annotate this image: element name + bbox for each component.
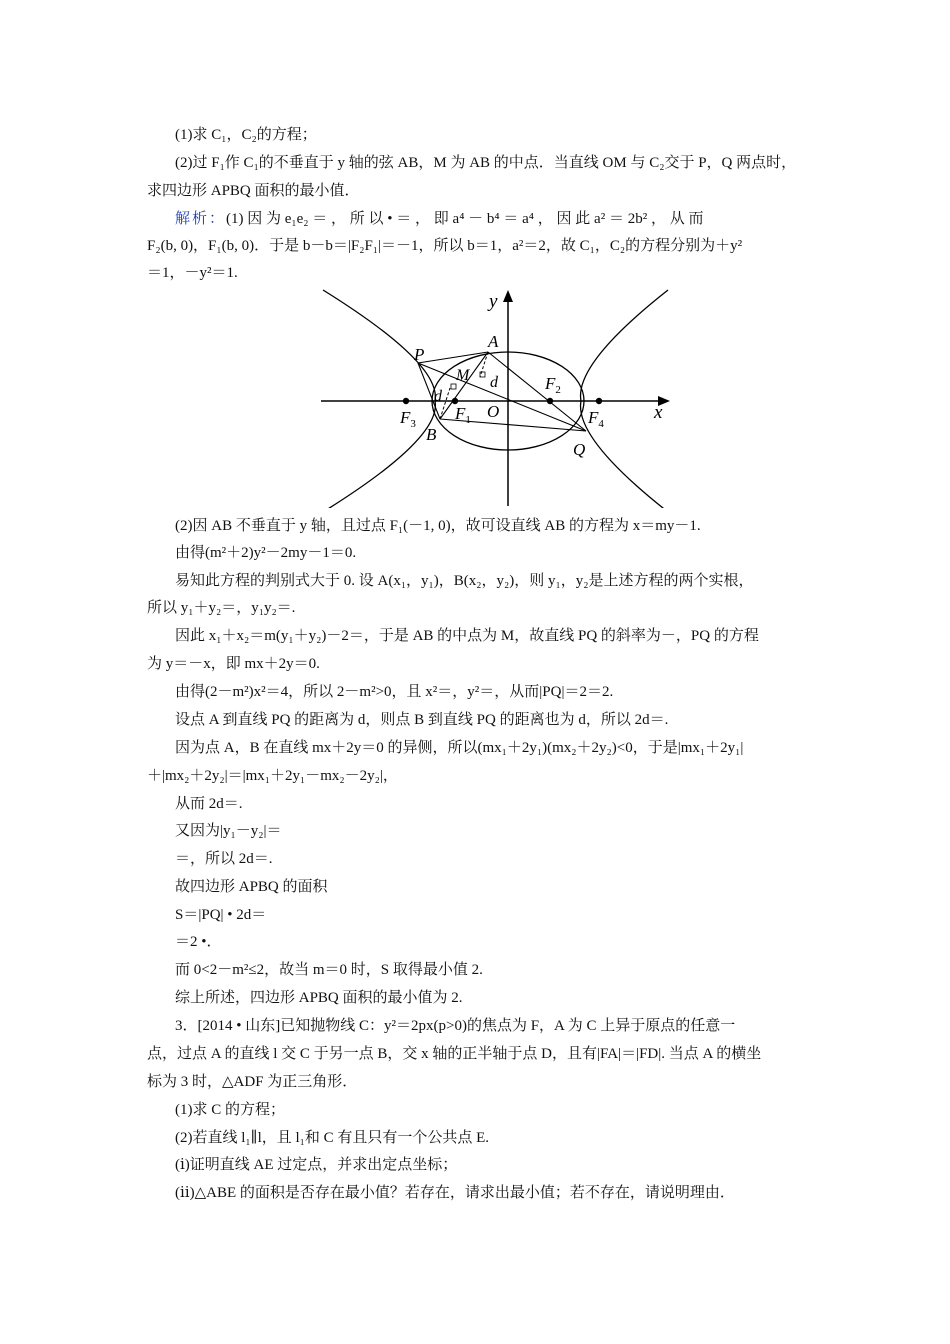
focus-f4-label: $F_4$ xyxy=(588,408,604,430)
distance-line-a xyxy=(480,352,488,377)
text-line: 求四边形 APBQ 面积的最小值． xyxy=(147,183,360,199)
text-line: ＝，所以 2d＝. xyxy=(175,851,273,867)
text-line: ＝1，－y²＝1. xyxy=(147,265,238,281)
text-line: F₂(b, 0)，F₁(b, 0)．于是 b－b＝|F₂F₁|＝－1，所以 b＝1，a²＝2，故 C₁，C₂的方程分别为＋y² xyxy=(147,238,743,254)
text-line: 易知此方程的判别式大于 0. 设 A(x₁，y₁)，B(x₂，y₂)，则 y₁，y₂是上述方程的两个实根， xyxy=(175,573,754,589)
text-line: (2)因 AB 不垂直于 y 轴，且过点 F₁(－1, 0)，故可设直线 AB 的方程为 x＝my－1. xyxy=(175,518,701,534)
problem-line: (1)求 C 的方程； xyxy=(175,1102,285,1118)
focus-f3-label: $F_3$ xyxy=(400,408,416,430)
text-line: 故四边形 APBQ 的面积 xyxy=(175,879,328,895)
focus-f1-label: $F_1$ xyxy=(455,404,471,426)
distance-d-lower-label: d xyxy=(434,388,442,405)
solution-text: (1) 因 为 e₁e₂ ＝ ， 所 以 • ＝ ， 即 a⁴ － b⁴ ＝ a⁴ ， 因 此 a² ＝ 2b² ， 从 而 xyxy=(226,211,704,227)
text-line: ＋|mx₂＋2y₂|＝|mx₁＋2y₁－mx₂－2y₂|， xyxy=(147,768,398,784)
point-a-label: A xyxy=(488,332,499,351)
x-axis-label: x xyxy=(654,402,663,423)
origin-o-label: O xyxy=(487,402,500,421)
point-p-label: P xyxy=(414,345,425,364)
problem-line: 标为 3 时，△ADF 为正三角形． xyxy=(147,1074,358,1090)
segment-pa xyxy=(418,352,488,363)
problem-line: 点，过点 A 的直线 l 交 C 于另一点 B，交 x 轴的正半轴于点 D，且有|FA|＝|FD|. 当点 A 的横坐 xyxy=(147,1046,762,1062)
text-line: ＝2 •． xyxy=(175,934,222,950)
diagonal-pq xyxy=(418,363,586,431)
text-line: 从而 2d＝. xyxy=(175,796,243,812)
text-line: 又因为|y₁－y₂|＝ xyxy=(175,823,282,839)
right-angle-mark-lower xyxy=(451,384,456,389)
text-line: 因此 x₁＋x₂＝m(y₁＋y₂)－2＝，于是 AB 的中点为 M，故直线 PQ 的斜率为－，PQ 的方程 xyxy=(175,628,759,644)
problem-line: (ⅰ)证明直线 AE 过定点，并求出定点坐标； xyxy=(175,1157,458,1173)
focus-f2-point xyxy=(547,398,553,404)
text-line: 而 0<2－m²≤2，故当 m＝0 时，S 取得最小值 2. xyxy=(175,962,483,978)
ellipse-hyperbola-figure xyxy=(318,288,672,508)
text-line: 因为点 A，B 在直线 mx＋2y＝0 的异侧，所以(mx₁＋2y₁)(mx₂＋2y₂)<0，于是|mx₁＋2y₁| xyxy=(175,740,744,756)
solution-line xyxy=(175,208,815,230)
hyperbola-right-branch xyxy=(581,290,668,508)
point-b-label: B xyxy=(426,425,437,444)
text-line: 由得(m²＋2)y²－2my－1＝0. xyxy=(175,545,357,561)
text-line: (2)过 F₁作 C₁的不垂直于 y 轴的弦 AB，M 为 AB 的中点．当直线 OM 与 C₂交于 P，Q 两点时， xyxy=(175,155,797,171)
segment-aq xyxy=(488,352,586,431)
text-line: 综上所述，四边形 APBQ 面积的最小值为 2. xyxy=(175,990,463,1006)
text-line: 为 y＝－x，即 mx＋2y＝0. xyxy=(147,656,320,672)
problem-line: (2)若直线 l₁∥l，且 l₁和 C 有且只有一个公共点 E. xyxy=(175,1130,490,1146)
problem-line: (ⅱ)△ABE 的面积是否存在最小值？若存在，请求出最小值；若不存在，请说明理由． xyxy=(175,1185,735,1201)
text-line: 所以 y₁＋y₂＝，y₁y₂＝. xyxy=(147,600,296,616)
text-line: S＝|PQ| • 2d＝ xyxy=(175,907,267,923)
focus-f2-label: $F_2$ xyxy=(545,374,561,396)
problem-line: 3．[2014 • 山东]已知抛物线 C：y²＝2px(p>0)的焦点为 F，A 为 C 上异于原点的任意一 xyxy=(175,1018,736,1034)
y-axis-arrow-icon xyxy=(503,290,513,302)
point-q-label: Q xyxy=(573,440,586,459)
distance-d-upper-label: d xyxy=(490,374,498,391)
point-m-label: M xyxy=(456,367,470,384)
text-line: (1)求 C₁，C₂的方程； xyxy=(175,127,317,143)
focus-f3-point xyxy=(403,398,409,404)
text-line: 设点 A 到直线 PQ 的距离为 d，则点 B 到直线 PQ 的距离也为 d，所以 2d＝. xyxy=(175,712,669,728)
focus-f4-point xyxy=(596,398,602,404)
solution-keyword: 解析： xyxy=(175,211,227,227)
hyperbola-left-branch xyxy=(323,290,435,508)
text-line: 由得(2－m²)x²＝4，所以 2－m²>0，且 x²＝，y²＝，从而|PQ|＝2＝2. xyxy=(175,684,614,700)
y-axis-label: y xyxy=(489,291,498,312)
